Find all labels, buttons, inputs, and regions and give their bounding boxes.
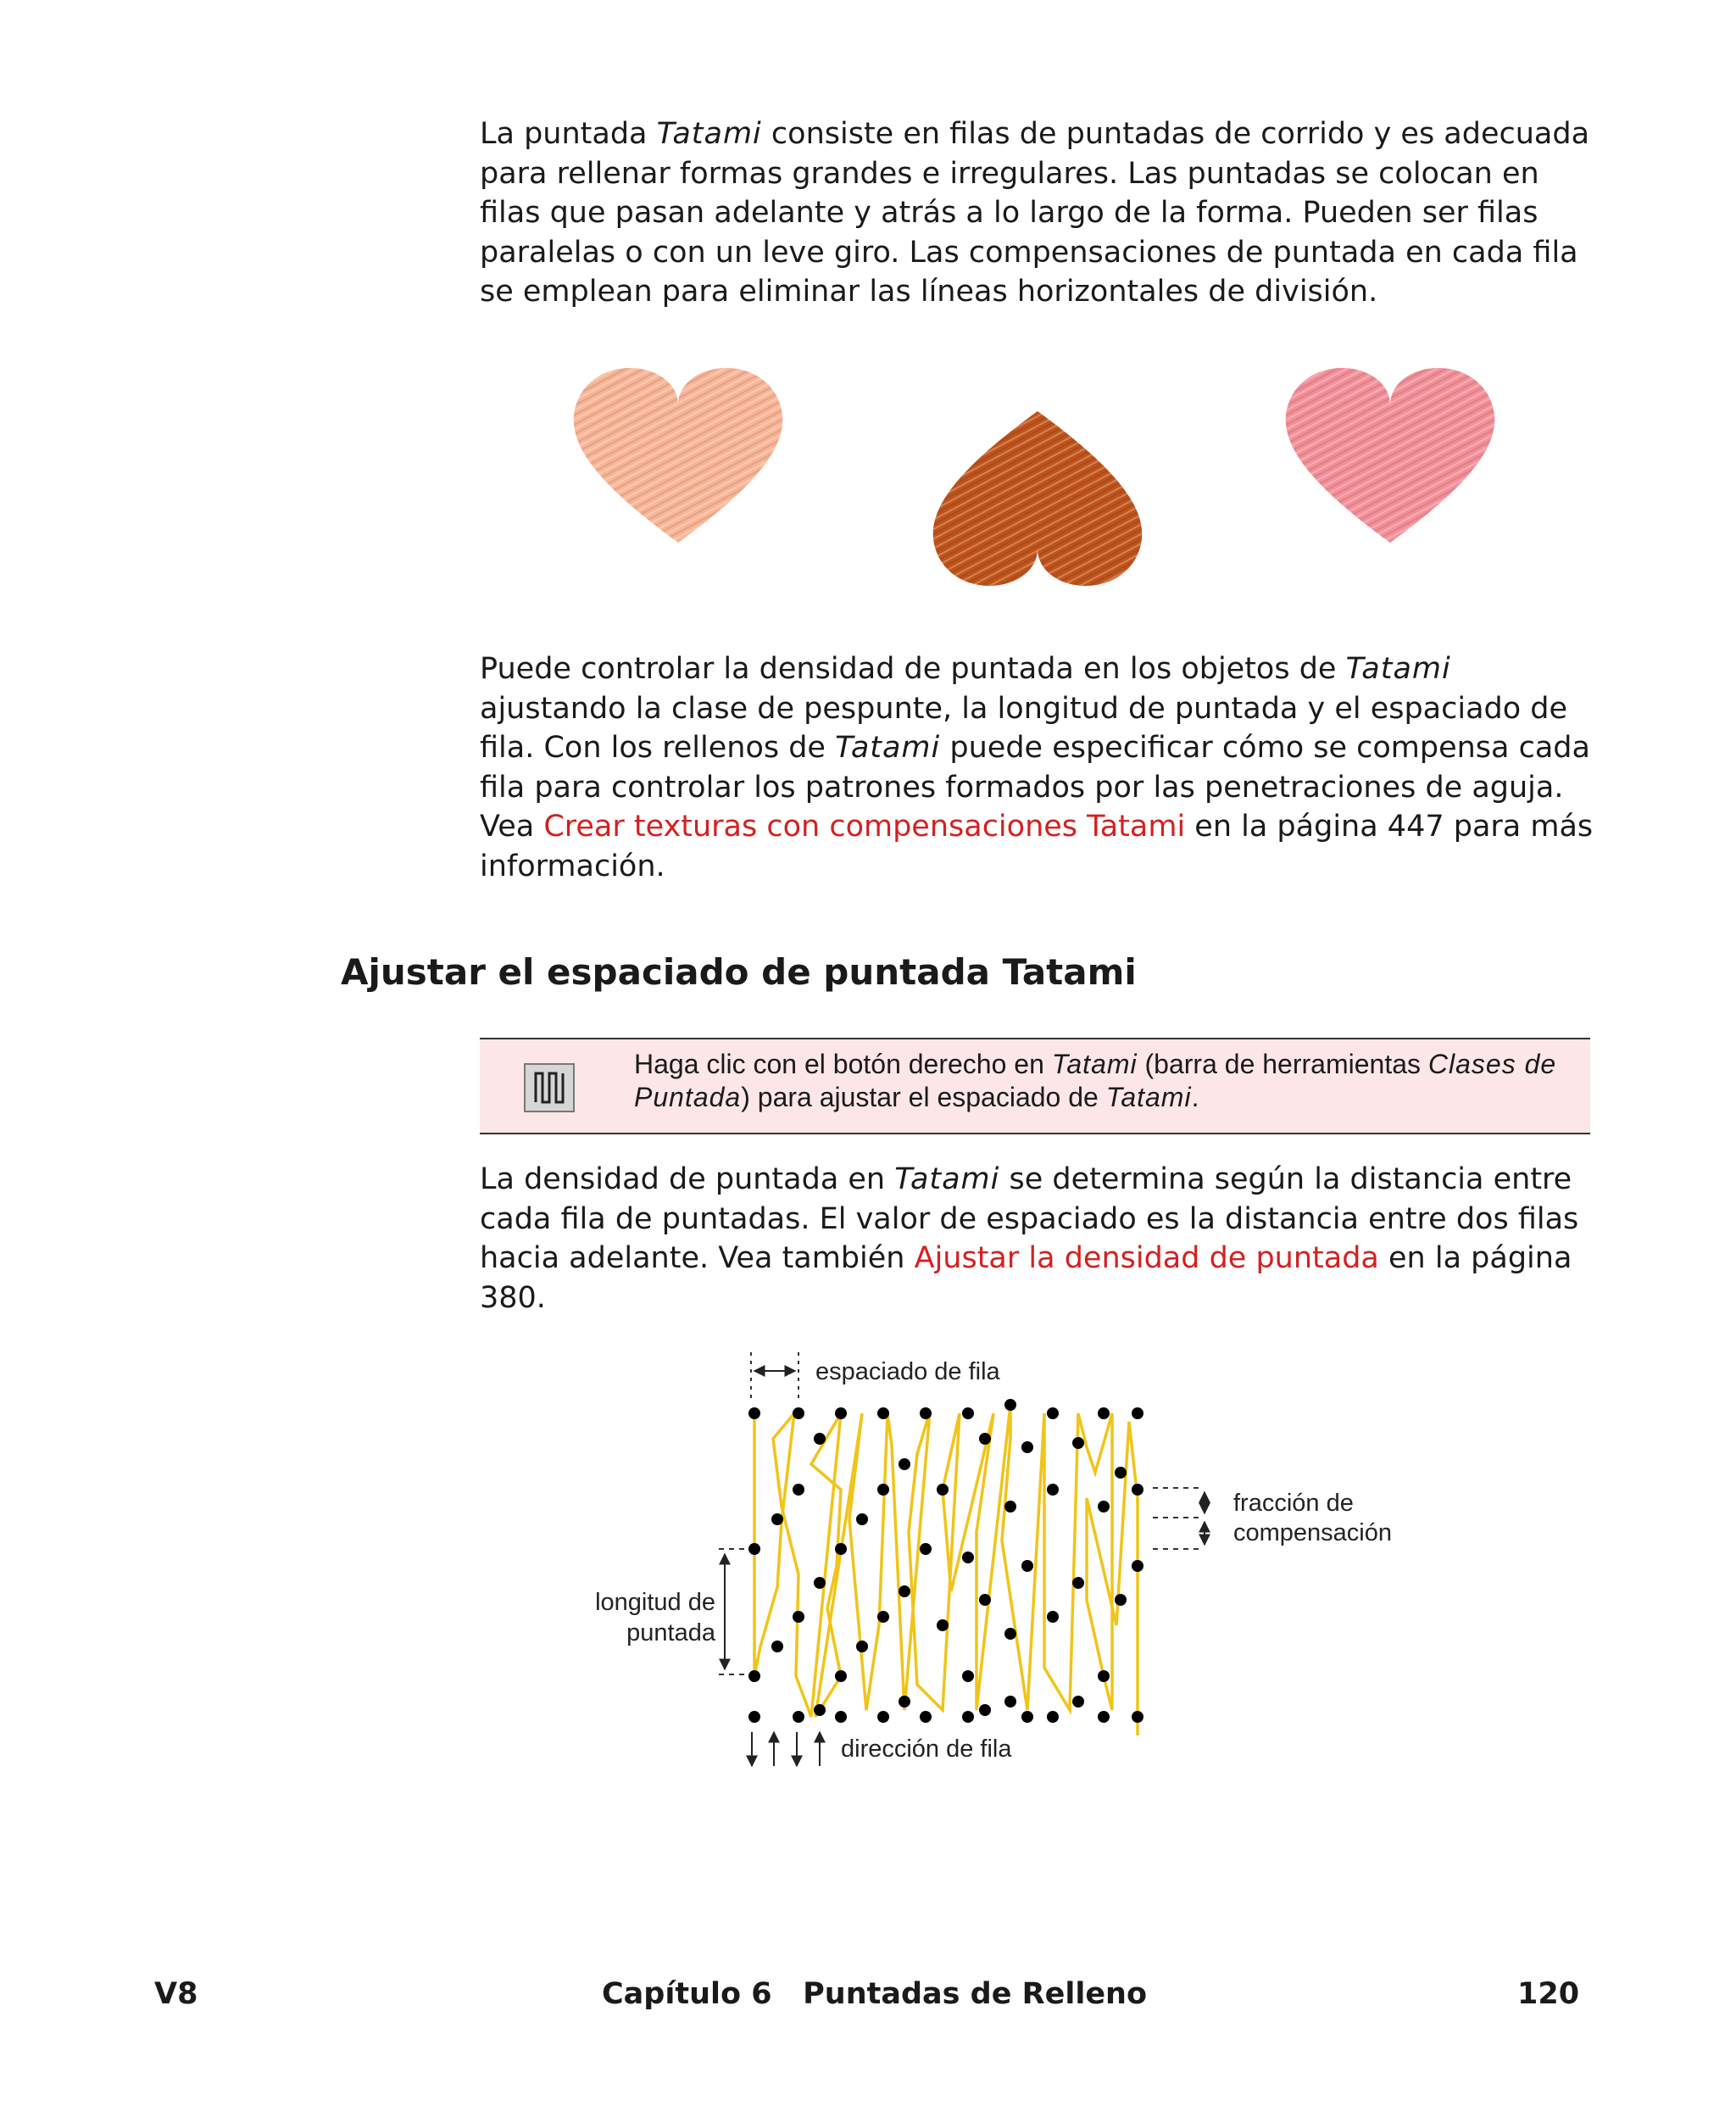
needle-dot [814,1433,826,1445]
needle-dot [1021,1560,1033,1572]
needle-dot [877,1407,889,1419]
label-stitch-length-1: longitud de [595,1589,715,1616]
rust-heart-icon [933,411,1142,586]
tatami-term: Tatami [656,117,762,151]
tatami-tool-glyph [526,1065,573,1111]
needle-dot [856,1513,868,1525]
label-offset-fraction-1: fracción de [1233,1490,1354,1517]
row-spacing-indicator [751,1352,798,1403]
needle-dot [1132,1407,1143,1419]
needle-dot [1004,1399,1016,1411]
tip-box [480,1038,1590,1134]
needle-dot [1047,1484,1059,1496]
pink-heart-icon [1286,368,1494,543]
needle-dot [1004,1501,1016,1513]
footer-version: V8 [154,1977,198,2011]
needle-dot [1098,1501,1110,1513]
row-direction-arrows [752,1732,820,1766]
needle-dot [899,1458,910,1470]
stitch-length-indicator [719,1549,744,1674]
needle-dot [937,1484,949,1496]
needle-dot [962,1711,974,1723]
needle-dot [1098,1670,1110,1682]
needle-dot [1021,1441,1033,1453]
label-row-direction: dirección de fila [841,1735,1012,1763]
needle-dot [877,1484,889,1496]
link-ajustar-densidad[interactable]: Ajustar la densidad de puntada [914,1241,1379,1275]
needle-dot [771,1641,783,1652]
link-crear-texturas[interactable]: Crear texturas con compensaciones Tatami [543,810,1186,844]
needle-dot [920,1407,932,1419]
needle-dot [877,1711,889,1723]
section-heading: Ajustar el espaciado de puntada Tatami [341,951,1137,993]
needle-dot [1047,1407,1059,1419]
needle-dot [920,1543,932,1555]
label-offset-fraction-2: compensación [1233,1519,1392,1546]
needle-dot [1047,1711,1059,1723]
tatami-stitch-diagram [576,1344,1424,1785]
tatami-hearts-illustration [509,348,1577,627]
tatami-tool-icon[interactable] [524,1063,575,1112]
needle-dot [856,1641,868,1652]
footer-page-number: 120 [1517,1977,1580,2011]
label-row-spacing: espaciado de fila [815,1358,1000,1385]
needle-dot [1132,1711,1143,1723]
label-stitch-length-2: puntada [626,1619,715,1646]
needle-dot [814,1704,826,1716]
needle-dot [899,1696,910,1708]
needle-dot [962,1552,974,1563]
needle-dot [899,1585,910,1597]
needle-dot [748,1711,760,1723]
needle-dot [793,1484,804,1496]
needle-dot [962,1670,974,1682]
needle-dot [748,1543,760,1555]
needle-dot [937,1619,949,1631]
needle-dot [835,1407,847,1419]
needle-dot [835,1670,847,1682]
needle-dot [748,1407,760,1419]
needle-dot [1004,1628,1016,1640]
needle-dot [793,1611,804,1623]
peach-heart-icon [574,368,782,543]
density-paragraph: Puede controlar la densidad de puntada en los objetos de Tatami ajustando la clase de pespunte, la longitud de puntada y el espaciado de fila. Con los rellenos de Tatami puede especificar cómo se compensa cada fila para controlar los patrones formados por las penetraciones de aguja. Vea Crear texturas con compensaciones Tatami en la página 447 para más información. [480,652,1594,883]
needle-dot [1115,1467,1127,1479]
needle-dot [1115,1594,1127,1606]
needle-dot [1072,1696,1084,1708]
needle-dot [979,1594,991,1606]
intro-paragraph: La puntada Tatami consiste en filas de puntadas de corrido y es adecuada para rellenar formas grandes e irregulares. Las puntadas se colocan en filas que pasan adelante y atrás a lo largo de la forma. Pueden ser filas paralelas o con un leve giro. Las compensaciones de puntada en cada fila se emplean para eliminar las líneas horizontales de división. [480,117,1590,309]
needle-dot [1132,1560,1143,1572]
needle-dot [1047,1611,1059,1623]
needle-dot [1072,1437,1084,1449]
needle-dot [979,1704,991,1716]
needle-dot [814,1577,826,1589]
offset-fraction-indicator [1153,1488,1205,1549]
needle-dot [771,1513,783,1525]
needle-dot [1098,1711,1110,1723]
needle-dot [1021,1711,1033,1723]
needle-dot [877,1611,889,1623]
needle-dot [835,1711,847,1723]
needle-dot [748,1670,760,1682]
footer-chapter: Capítulo 6 Puntadas de Relleno [602,1977,1148,2011]
needle-dot [1072,1577,1084,1589]
spacing-paragraph: La densidad de puntada en Tatami se determina según la distancia entre cada fila de puntadas. El valor de espaciado es la distancia entre dos filas hacia adelante. Vea también Ajustar la densidad de puntada en la página 380. [480,1162,1579,1315]
needle-dot [835,1543,847,1555]
needle-dot [793,1407,804,1419]
needle-dot [1098,1407,1110,1419]
needle-dot [979,1433,991,1445]
needle-dot [1132,1484,1143,1496]
needle-dot [793,1711,804,1723]
needle-dot [1004,1696,1016,1708]
needle-dot [920,1711,932,1723]
stitch-path [754,1405,1138,1735]
needle-dot [962,1407,974,1419]
tip-text: Haga clic con el botón derecho en Tatami (barra de herramientas Clases de Puntada) para ajustar el espaciado de Tatami. [634,1049,1557,1112]
